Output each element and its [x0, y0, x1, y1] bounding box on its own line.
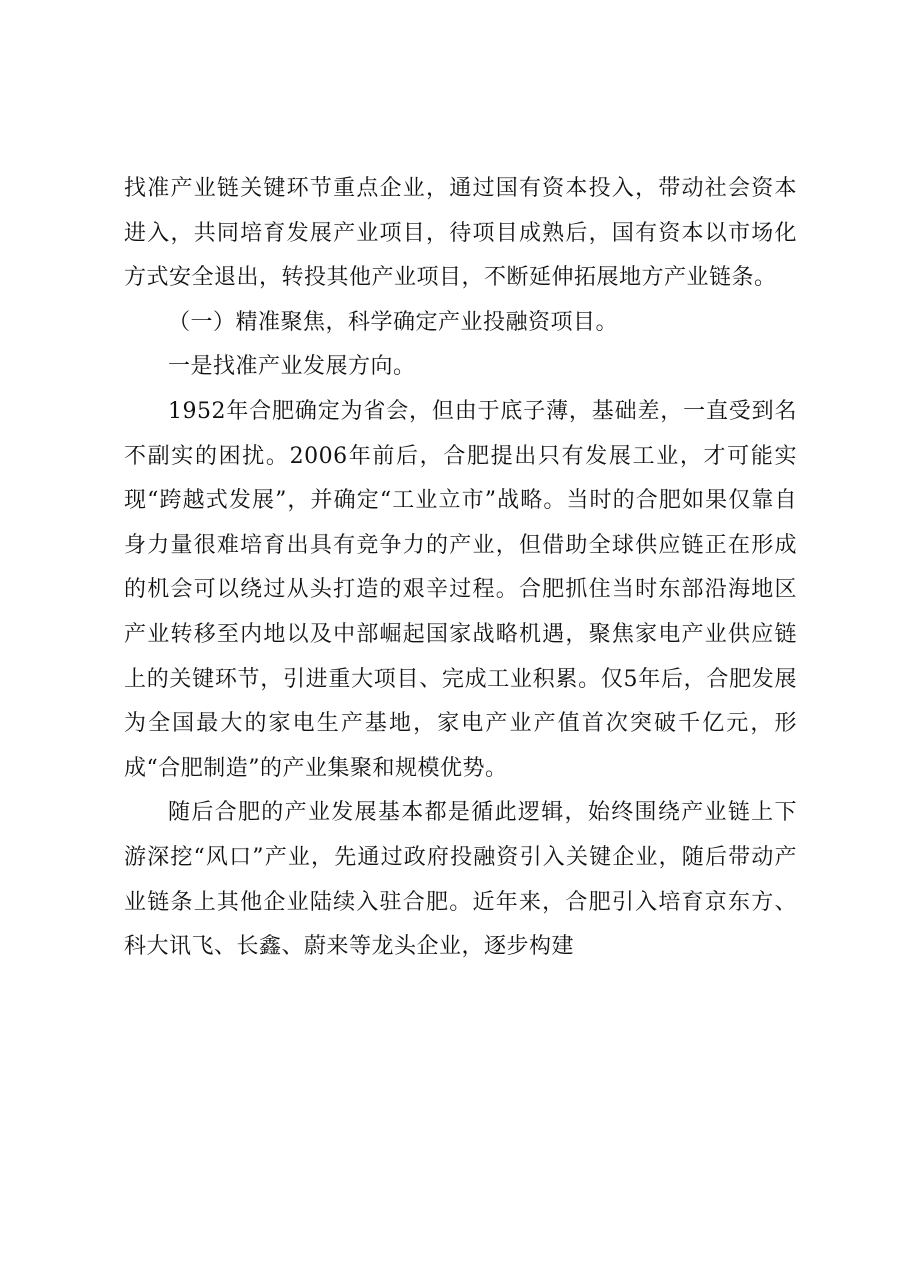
section-heading: （一）精准聚焦，科学确定产业投融资项目。 — [168, 309, 619, 335]
paragraph-development: 随后合肥的产业发展基本都是循此逻辑，始终围绕产业链上下游深挖“风口”产业，先通过政府投融资引入关键企业，随后带动产业链条上其他企业陆续入驻合肥。近年来，合肥引入培育京东方、科大讯飞、长鑫、蔚来等龙头企业，逐步构建 — [124, 800, 797, 960]
subsection-heading: 一是找准产业发展方向。 — [168, 354, 416, 380]
paragraph-history: 1952年合肥确定为省会，但由于底子薄，基础差，一直受到名不副实的困扰。2006年前后，合肥提出只有发展工业，才可能实现“跨越式发展”，并确定“工业立市”战略。当时的合肥如果仅靠自身力量很难培育出具有竞争力的产业，但借助全球供应链正在形成的机会可以绕过从头打造的艰辛过程。合肥抓住当时东部沿海地区产业转移至内地以及中部崛起国家战略机遇，聚焦家电产业供应链上的关键环节，引进重大项目、完成工业积累。仅5年后，合肥发展为全国最大的家电生产基地，家电产业产值首次突破千亿元，形成“合肥制造”的产业集聚和规模优势。 — [124, 398, 797, 781]
paragraph-intro: 找准产业链关键环节重点企业，通过国有资本投入，带动社会资本进入，共同培育发展产业项目，待项目成熟后，国有资本以市场化方式安全退出，转投其他产业项目，不断延伸拓展地方产业链条。 — [124, 176, 797, 291]
document-body — [124, 167, 797, 970]
